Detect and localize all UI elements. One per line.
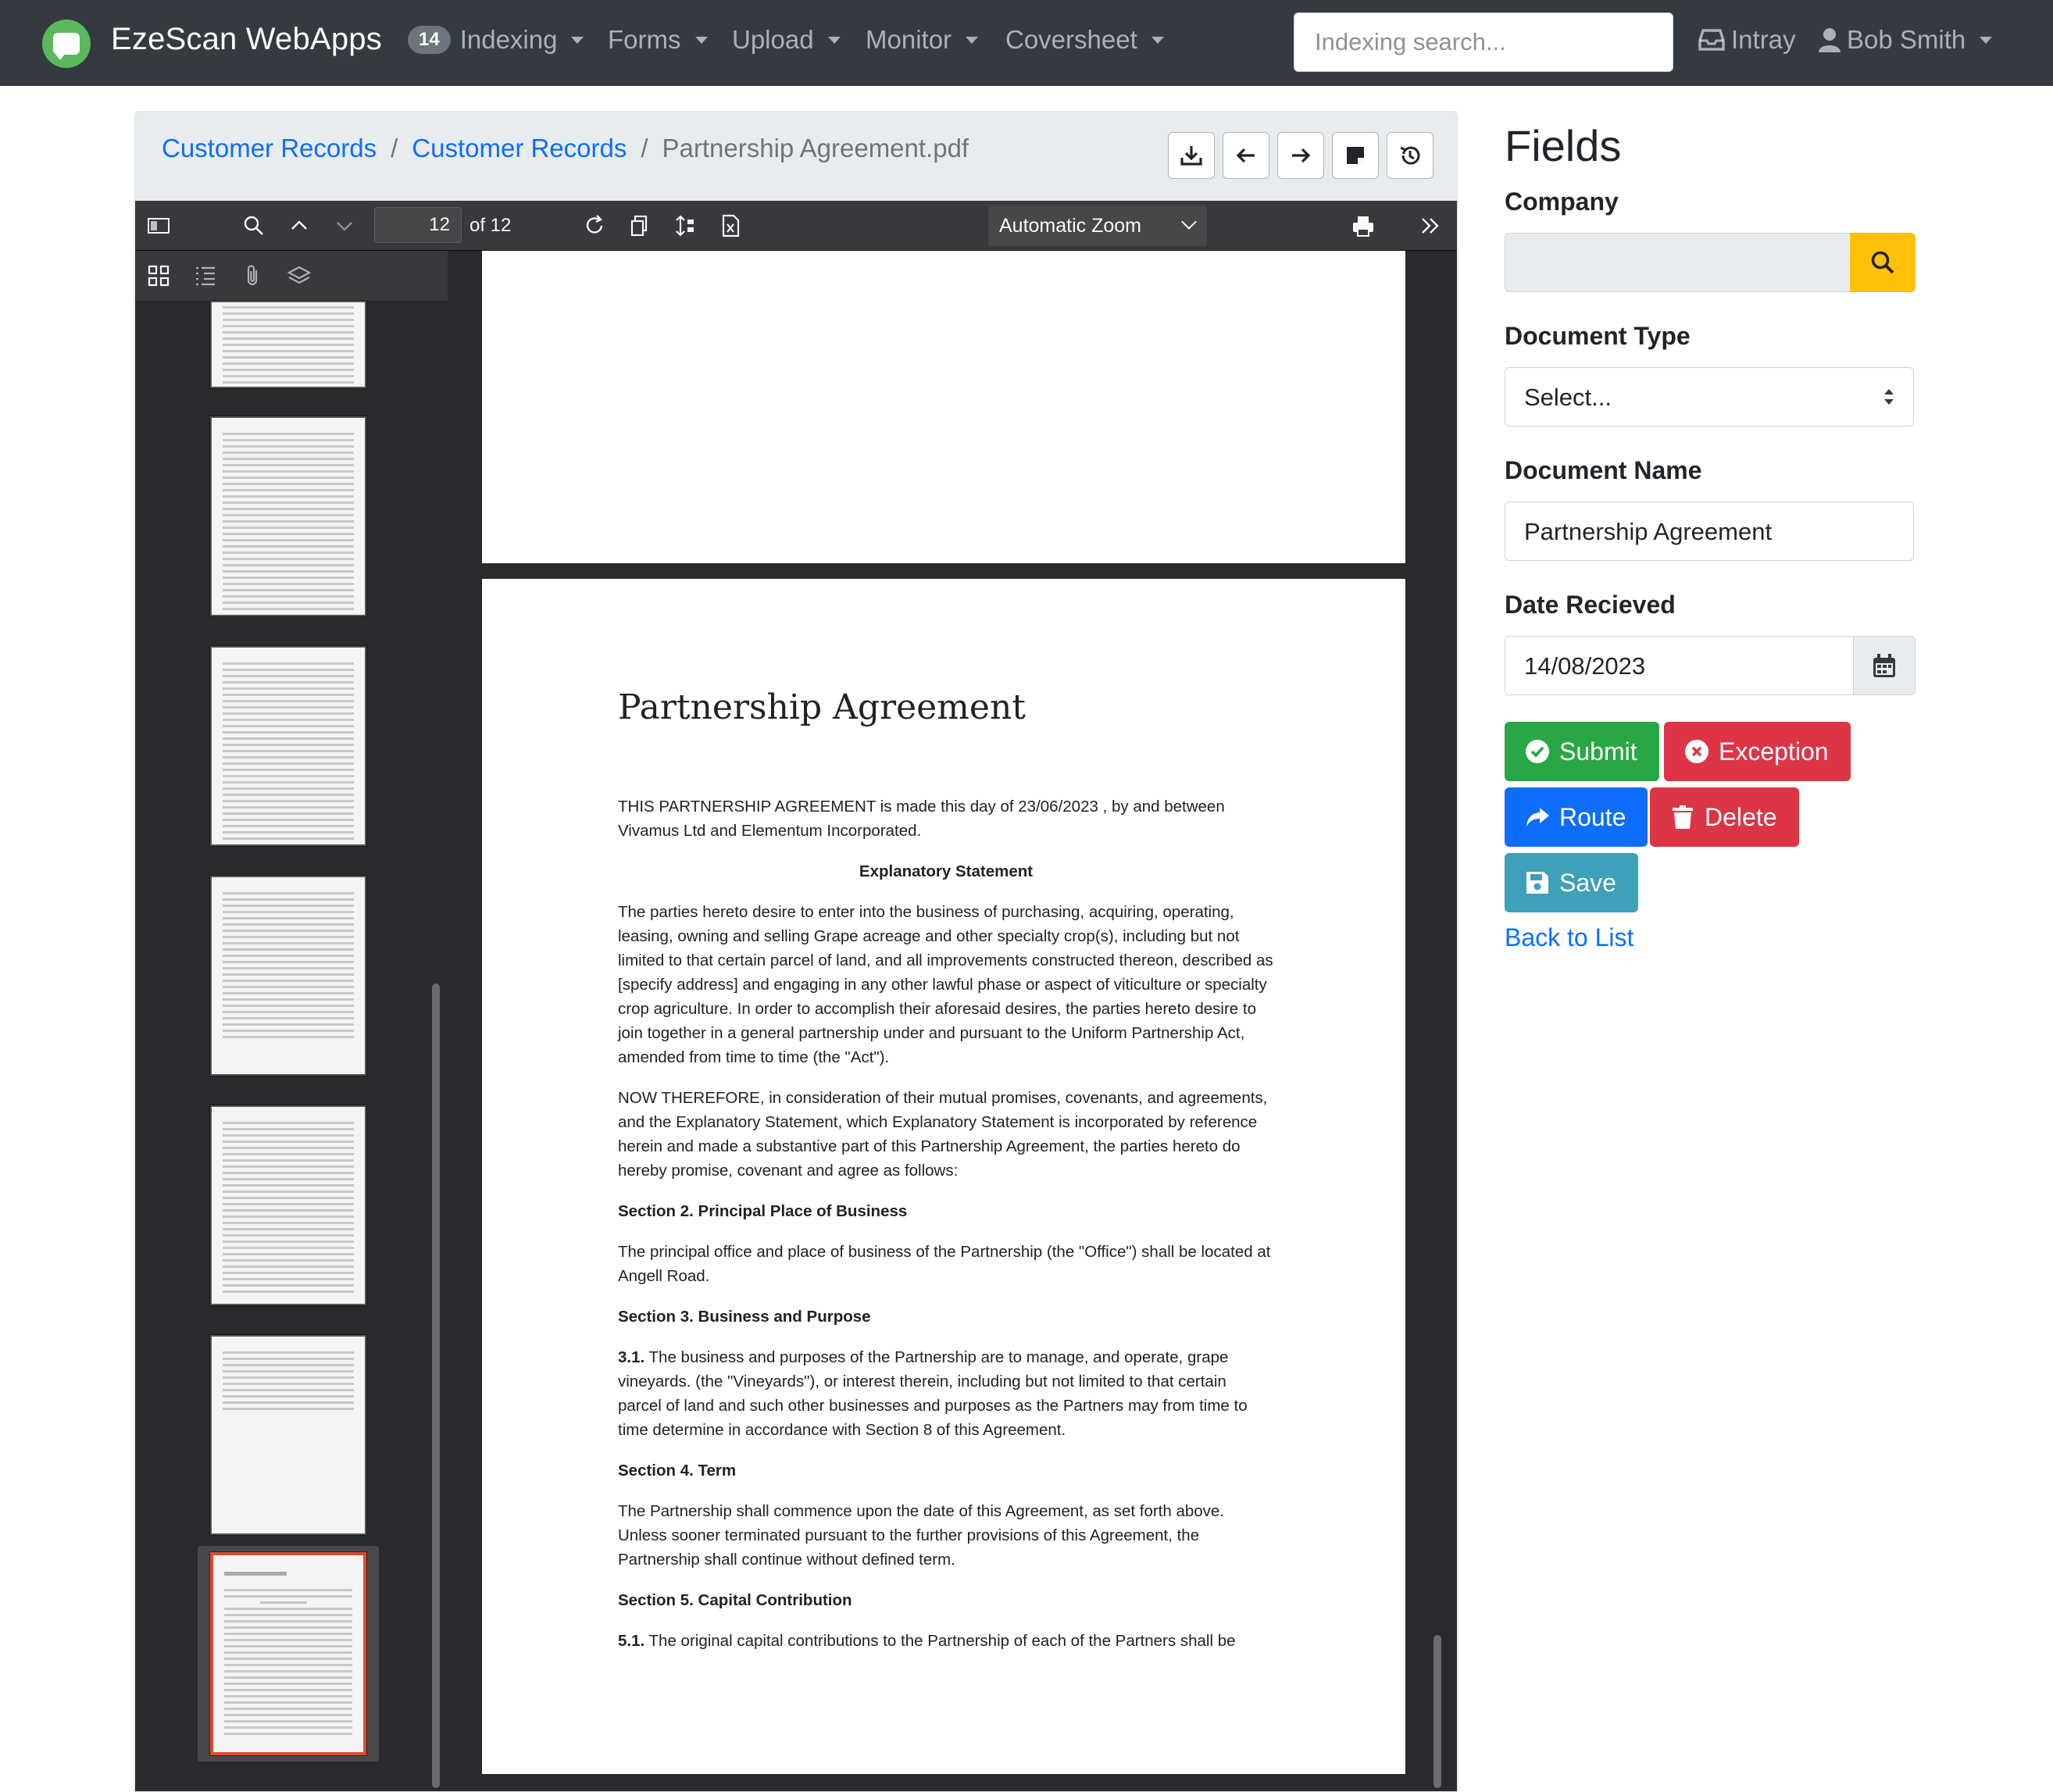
pdf-page-current — [482, 579, 1405, 1774]
nav-monitor-label: Monitor — [866, 25, 952, 54]
chevron-down-icon — [966, 37, 978, 44]
chevron-down-icon — [828, 37, 841, 44]
route-button[interactable] — [1505, 787, 1648, 847]
search-icon — [1869, 249, 1896, 276]
viewer-toolbar — [1168, 132, 1434, 179]
document-content — [618, 687, 1274, 1669]
delete-button[interactable] — [1650, 787, 1799, 847]
save-button[interactable] — [1505, 853, 1638, 912]
zoom-select[interactable] — [988, 205, 1207, 246]
nav-coversheet[interactable] — [1005, 25, 1164, 55]
clause-number: 5.1. — [618, 1632, 645, 1650]
submit-label: Submit — [1559, 737, 1637, 766]
thumbnail-sidebar — [135, 251, 448, 1792]
clause-text: The business and purposes of the Partnership are to manage, and operate, grape vineyards. (the "Vineyards"), or interest therein, including but not limited to that certain parcel of land and such other businesses and purposes as the Partners may from time to time determine in accordance with Section 8 of this Agreement. — [618, 1348, 1248, 1439]
nav-forms-label: Forms — [608, 25, 681, 54]
document-paragraph: The parties hereto desire to enter into the business of purchasing, acquiring, operating, leasing, owning and selling Grape acreage and other specialty crop(s), including but not limited to that certain parcel of land, and all improvements constructed thereon, described as [specify address] and engaging in any other lawful phase or aspect of viticulture or specialty crop agriculture. In order to accomplish their aforesaid desires, the parties hereto desire to join together in a general partnership under and pursuant to the Uniform Partnership Act, amended from time to time (the "Act"). — [618, 903, 1273, 1066]
date-received-input[interactable]: 14/08/2023 — [1505, 636, 1855, 695]
print-icon[interactable] — [1351, 213, 1376, 238]
floppy-disk-icon — [1525, 870, 1550, 895]
route-label: Route — [1559, 802, 1626, 831]
page-thumbnail[interactable] — [210, 876, 366, 1076]
user-icon — [1819, 27, 1841, 52]
download-button[interactable] — [1168, 132, 1215, 179]
arrow-right-icon — [1289, 144, 1312, 167]
calendar-button[interactable] — [1853, 636, 1916, 695]
zoom-select-value: Automatic Zoom — [999, 215, 1142, 237]
sidebar-tabs — [135, 251, 448, 301]
user-name: Bob Smith — [1847, 25, 1966, 54]
select-arrows-icon — [1883, 387, 1894, 407]
pdf-page-previous — [482, 251, 1405, 563]
copy-icon[interactable] — [627, 213, 652, 238]
nav-coversheet-label: Coversheet — [1005, 25, 1137, 54]
document-title: Partnership Agreement — [618, 687, 1026, 727]
document-type-label: Document Type — [1505, 322, 1691, 350]
document-type-value: Select... — [1524, 384, 1612, 411]
nav-intray-label: Intray — [1731, 25, 1796, 54]
scroll-mode-icon[interactable] — [673, 213, 698, 238]
note-icon — [1344, 144, 1367, 167]
indexing-count-badge: 14 — [408, 26, 451, 54]
document-viewer-panel — [134, 111, 1458, 1792]
nav-forms[interactable] — [608, 25, 708, 55]
page-thumbnail[interactable] — [210, 1105, 366, 1305]
sidebar-scrollbar[interactable] — [432, 983, 440, 1788]
pdf-page-area[interactable] — [448, 251, 1458, 1792]
brand-logo-icon[interactable] — [42, 20, 91, 68]
layers-view-icon[interactable] — [287, 263, 312, 288]
page-thumbnail[interactable] — [210, 646, 366, 846]
nav-monitor[interactable] — [866, 25, 978, 55]
chevron-down-icon — [571, 37, 584, 44]
history-button[interactable] — [1387, 132, 1434, 179]
page-thumbnail[interactable] — [210, 301, 366, 388]
section-heading: Section 3. Business and Purpose — [618, 1308, 871, 1326]
previous-page-icon[interactable] — [287, 213, 312, 238]
document-paragraph — [618, 1629, 1274, 1653]
page-thumbnail-current[interactable] — [210, 1552, 366, 1755]
breadcrumb-link-1[interactable]: Customer Records — [162, 134, 377, 162]
brand-name[interactable]: EzeScan WebApps — [111, 22, 382, 56]
document-name-label: Document Name — [1505, 456, 1702, 484]
chevron-down-icon — [1181, 214, 1197, 230]
document-paragraph: NOW THEREFORE, in consideration of their mutual promises, covenants, and agreements, and the Explanatory Statement, which Explanatory Statement is incorporated by reference herein and made a substantive part of this Partnership Agreement, the parties hereto do hereby promise, covenant and agree as follows: — [618, 1089, 1268, 1180]
nav-indexing[interactable] — [408, 25, 584, 55]
sidebar-toggle-icon[interactable] — [146, 213, 171, 238]
inbox-icon — [1698, 28, 1725, 52]
document-paragraph: The Partnership shall commence upon the date of this Agreement, as set forth above. Unless sooner terminated pursuant to the further provisions of this Agreement, the Partnership shall continue without defined term. — [618, 1502, 1225, 1569]
section-heading: Section 4. Term — [618, 1462, 737, 1480]
breadcrumb-link-2[interactable]: Customer Records — [412, 134, 627, 162]
download-icon — [1180, 144, 1203, 167]
section-heading: Section 2. Principal Place of Business — [618, 1202, 908, 1220]
delete-label: Delete — [1705, 802, 1777, 831]
clause-number: 3.1. — [618, 1348, 645, 1366]
rotate-icon[interactable] — [582, 213, 607, 238]
document-intro: THIS PARTNERSHIP AGREEMENT is made this day of 23/06/2023 , by and between Vivamus Ltd and Elementum Incorporated. — [618, 798, 1225, 840]
chevron-down-icon — [1980, 37, 1992, 44]
document-properties-icon[interactable] — [718, 213, 743, 238]
thumbnails-view-icon[interactable] — [146, 263, 171, 288]
page-number-input[interactable]: 12 — [374, 207, 462, 243]
nav-indexing-label: Indexing — [459, 25, 558, 54]
search-icon[interactable] — [241, 213, 266, 238]
nav-intray[interactable] — [1698, 25, 1796, 55]
fields-title: Fields — [1505, 121, 1622, 170]
nav-upload[interactable] — [732, 25, 841, 55]
indexing-search-input[interactable]: Indexing search... — [1294, 12, 1673, 72]
arrow-left-icon — [1234, 144, 1258, 167]
attachments-view-icon[interactable] — [240, 263, 265, 288]
clause-text: The original capital contributions to the Partnership of each of the Partners shall be — [644, 1632, 1236, 1650]
next-document-button[interactable] — [1277, 132, 1324, 179]
calendar-icon — [1873, 653, 1896, 678]
save-label: Save — [1559, 868, 1616, 897]
document-name-input[interactable]: Partnership Agreement — [1505, 502, 1914, 561]
note-button[interactable] — [1332, 132, 1379, 179]
explanatory-heading: Explanatory Statement — [859, 862, 1034, 880]
next-page-icon[interactable] — [332, 213, 357, 238]
outline-view-icon[interactable] — [193, 263, 218, 288]
exception-label: Exception — [1719, 737, 1829, 766]
pdf-toolbar — [135, 201, 1458, 251]
document-paragraph: The principal office and place of business of the Partnership (the "Office") shall be located at Angell Road. — [618, 1243, 1271, 1285]
x-circle-icon — [1684, 739, 1709, 764]
submit-button[interactable] — [1505, 722, 1659, 781]
company-input[interactable] — [1505, 233, 1851, 292]
top-navbar — [0, 0, 2053, 86]
breadcrumb-separator: / — [391, 134, 398, 162]
chevron-down-icon — [1151, 37, 1164, 44]
page-thumbnail[interactable] — [210, 416, 366, 616]
history-icon — [1398, 144, 1422, 167]
date-received-label: Date Recieved — [1505, 591, 1676, 619]
breadcrumb-current: Partnership Agreement.pdf — [662, 134, 969, 162]
share-arrow-icon — [1525, 805, 1550, 830]
page-thumbnail[interactable] — [210, 1335, 366, 1535]
exception-button[interactable] — [1664, 722, 1851, 781]
page-count-label: of 12 — [470, 215, 512, 236]
nav-upload-label: Upload — [732, 25, 814, 54]
document-scrollbar[interactable] — [1434, 1635, 1441, 1788]
document-type-select[interactable] — [1505, 367, 1914, 427]
user-menu[interactable] — [1819, 25, 1992, 55]
previous-document-button[interactable] — [1223, 132, 1269, 179]
section-heading: Section 5. Capital Contribution — [618, 1591, 852, 1609]
chevron-down-icon — [695, 37, 708, 44]
trash-icon — [1670, 805, 1695, 830]
back-to-list-link[interactable]: Back to List — [1505, 923, 1634, 951]
breadcrumb — [162, 134, 969, 163]
company-search-button[interactable] — [1850, 233, 1916, 292]
check-circle-icon — [1525, 739, 1550, 764]
company-label: Company — [1505, 187, 1619, 216]
breadcrumb-separator: / — [641, 134, 648, 162]
tools-menu-icon[interactable] — [1418, 213, 1443, 238]
document-paragraph — [618, 1345, 1274, 1442]
